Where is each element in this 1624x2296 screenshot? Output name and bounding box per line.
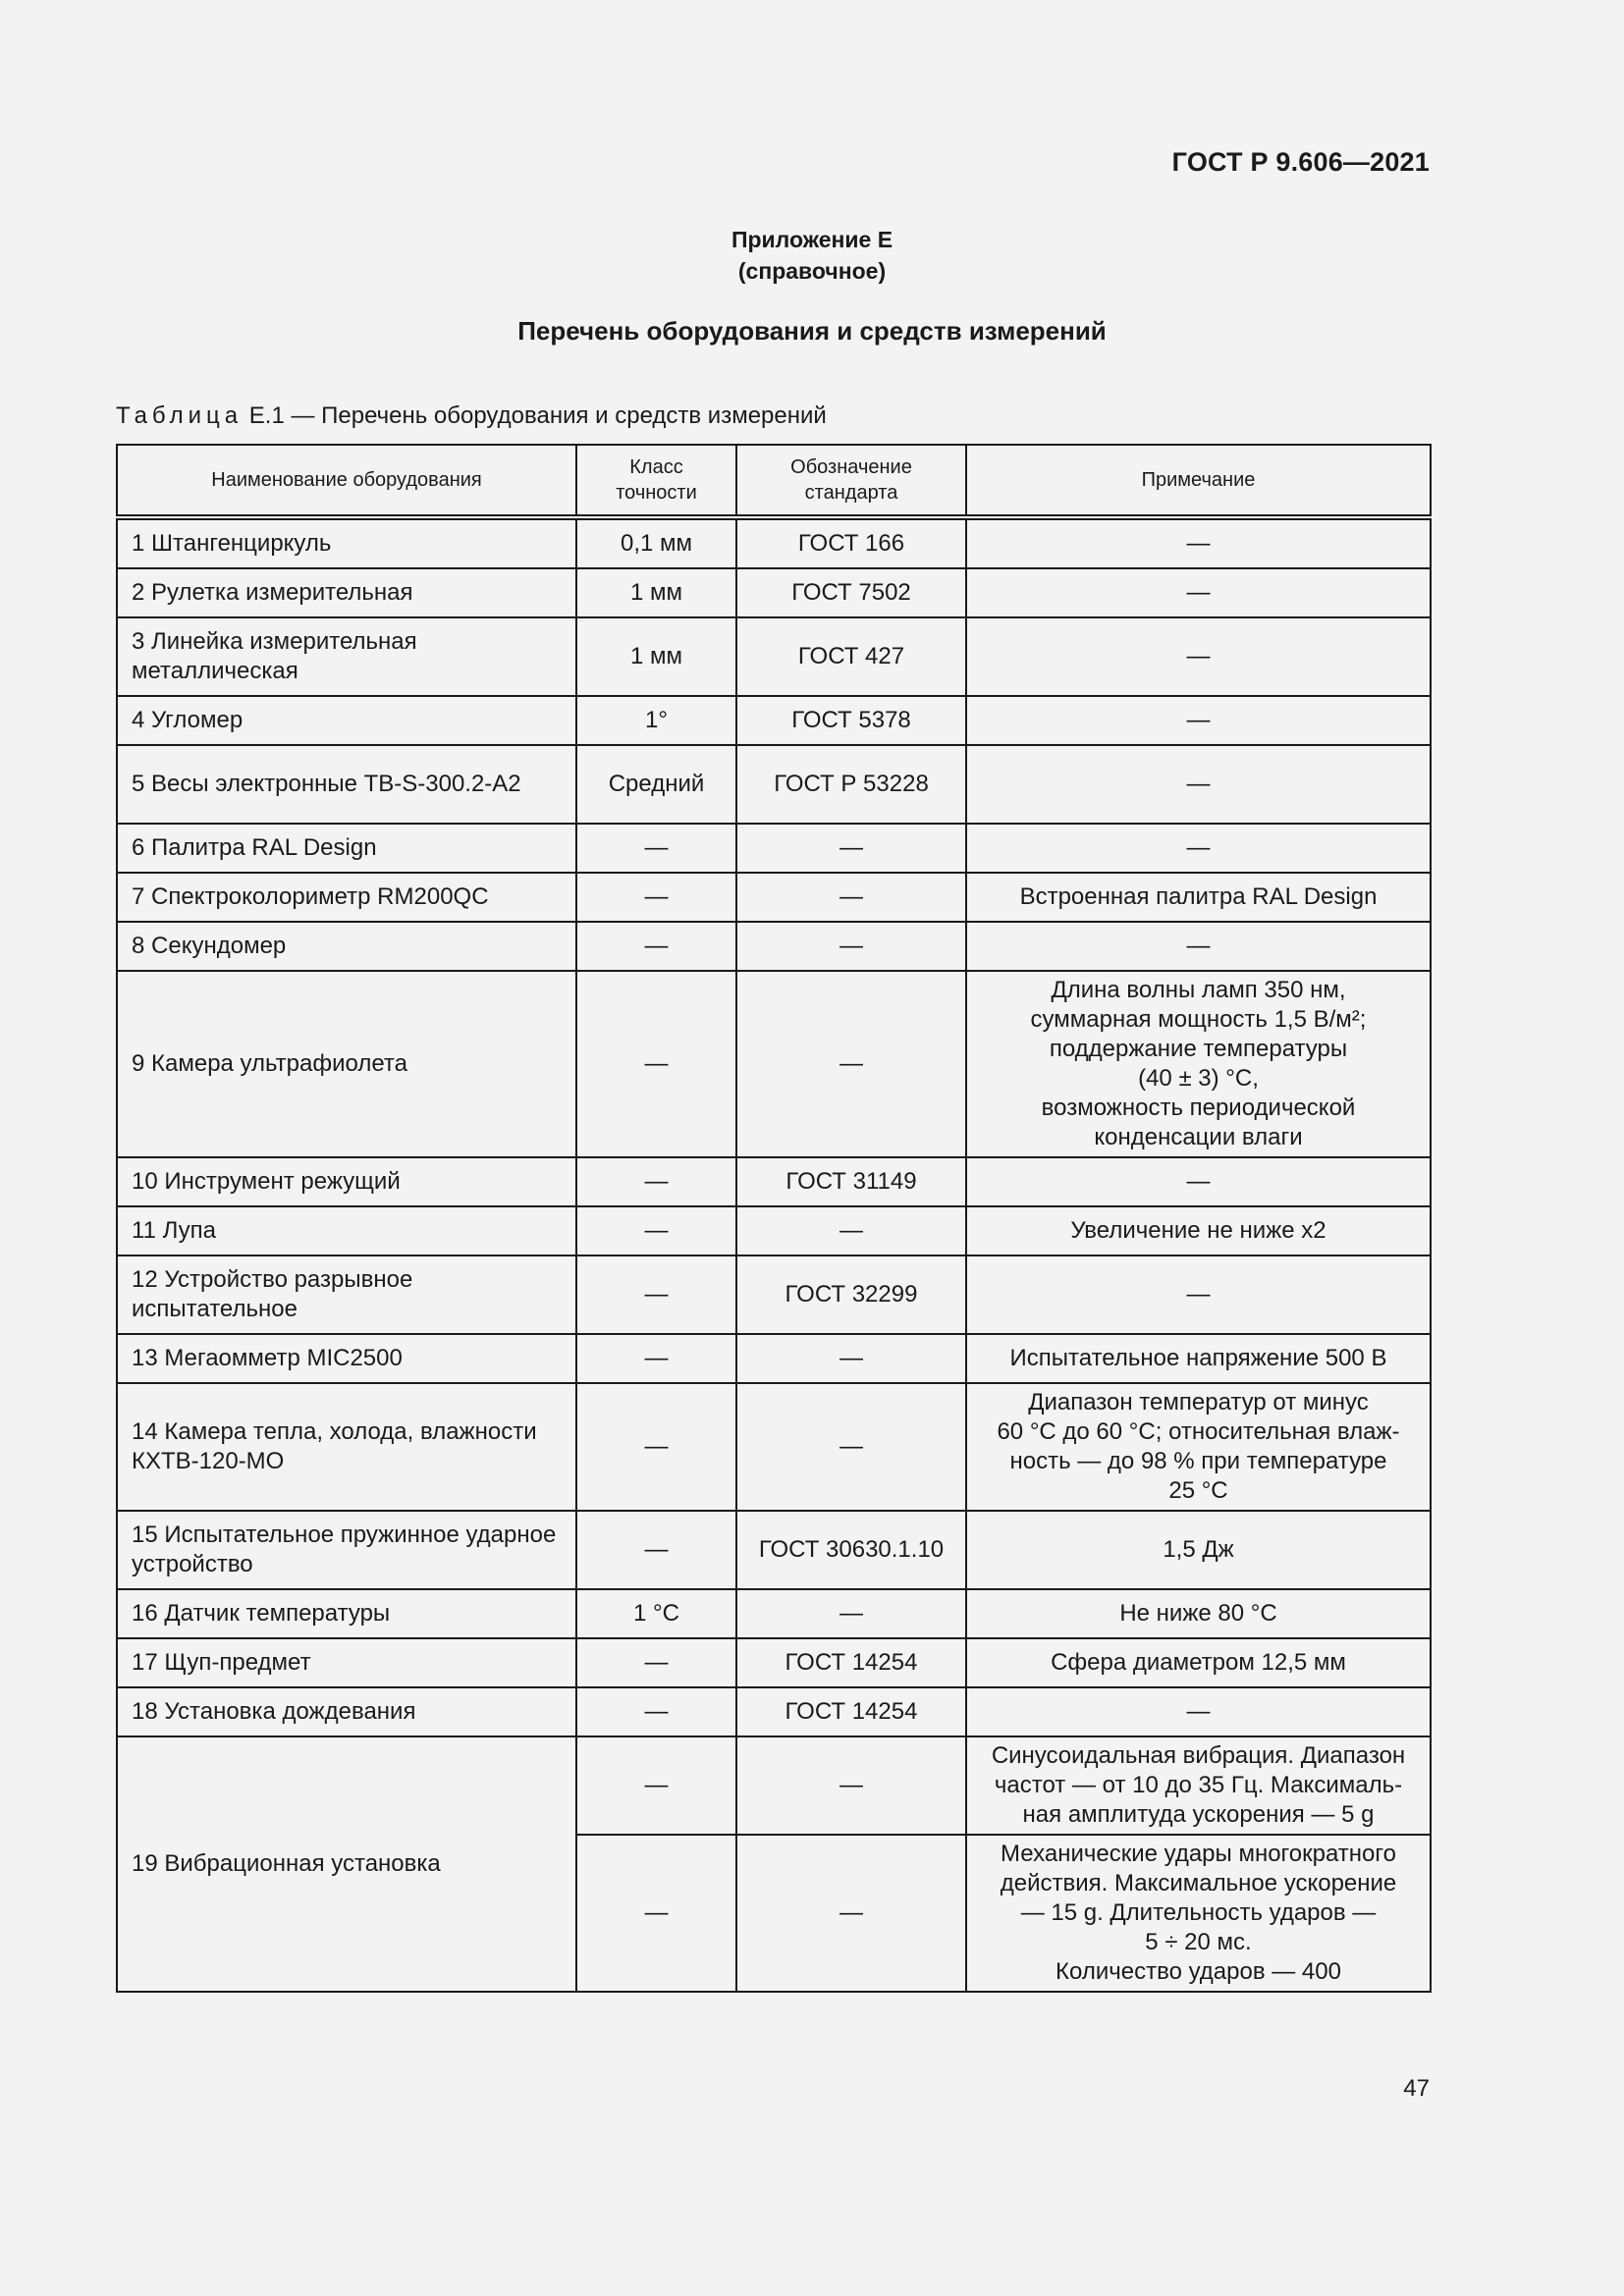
table-row [117,617,1431,696]
standard-cell: — [736,1736,966,1835]
page-number: 47 [1403,2075,1430,2102]
note-cell: Диапазон температур от минус 60 °С до 60 °С; относительная влаж- ность — до 98 % при температуре 25 °С [966,1383,1431,1511]
table-row [117,922,1431,971]
note-cell: — [966,824,1431,873]
appendix-subtitle: (справочное) [737,258,887,284]
table-body [117,517,1431,1992]
accuracy-cell: — [576,1383,736,1511]
note-cell: Длина волны ламп 350 нм, суммарная мощность 1,5 В/м²; поддержание температуры (40 ± 3) °С, возможность периодической конденсации влаги [966,971,1431,1157]
accuracy-cell: — [576,873,736,922]
accuracy-cell: — [576,1638,736,1687]
note-cell: — [966,617,1431,696]
note-cell: — [966,745,1431,824]
standard-cell: ГОСТ 427 [736,617,966,696]
accuracy-cell: — [576,1255,736,1334]
standard-cell: — [736,1206,966,1255]
accuracy-cell: — [576,1835,736,1992]
table-row [117,1736,1431,1835]
appendix-title-block [0,224,1624,287]
table-row [117,568,1431,617]
table-row [117,517,1431,568]
table-row [117,745,1431,824]
accuracy-cell: 1 мм [576,568,736,617]
equipment-name-cell: 12 Устройство разрывное испытательное [117,1255,576,1334]
accuracy-cell: — [576,824,736,873]
table-header-row [117,445,1431,517]
column-header-name: Наименование оборудования [117,445,576,517]
accuracy-cell: 1 °С [576,1589,736,1638]
equipment-name-cell: 19 Вибрационная установка [117,1736,576,1992]
standard-cell: — [736,922,966,971]
equipment-name-cell: 3 Линейка измерительная металлическая [117,617,576,696]
accuracy-cell: — [576,1157,736,1206]
accuracy-cell: Средний [576,745,736,824]
equipment-name-cell: 9 Камера ультрафиолета [117,971,576,1157]
accuracy-cell: 1 мм [576,617,736,696]
document-code: ГОСТ Р 9.606—2021 [1171,147,1430,177]
equipment-name-cell: 11 Лупа [117,1206,576,1255]
standard-cell: — [736,1835,966,1992]
equipment-name-cell: 1 Штангенциркуль [117,517,576,568]
equipment-name-cell: 7 Спектроколориметр RM200QC [117,873,576,922]
table-row [117,1206,1431,1255]
note-cell: Не ниже 80 °С [966,1589,1431,1638]
accuracy-cell: — [576,1736,736,1835]
table-row [117,971,1431,1157]
standard-cell: ГОСТ 5378 [736,696,966,745]
standard-cell: ГОСТ Р 53228 [736,745,966,824]
equipment-name-cell: 2 Рулетка измерительная [117,568,576,617]
standard-cell: ГОСТ 14254 [736,1638,966,1687]
table-row [117,1589,1431,1638]
table-row [117,696,1431,745]
standard-cell: ГОСТ 7502 [736,568,966,617]
standard-cell: — [736,1383,966,1511]
equipment-name-cell: 6 Палитра RAL Design [117,824,576,873]
table-row [117,824,1431,873]
equipment-name-cell: 13 Мегаомметр MIC2500 [117,1334,576,1383]
table-caption-label: Таблица [116,402,244,429]
accuracy-cell: 1° [576,696,736,745]
standard-cell: ГОСТ 166 [736,517,966,568]
accuracy-cell: — [576,1206,736,1255]
note-cell: — [966,696,1431,745]
equipment-name-cell: 4 Угломер [117,696,576,745]
note-cell: Механические удары многократного действия. Максимальное ускорение — 15 g. Длительность ударов — 5 ÷ 20 мс. Количество ударов — 400 [966,1835,1431,1992]
table-row [117,1157,1431,1206]
note-cell: Встроенная палитра RAL Design [966,873,1431,922]
note-cell: 1,5 Дж [966,1511,1431,1589]
column-header-accuracy: Класс точности [576,445,736,517]
standard-cell: — [736,1334,966,1383]
appendix-title: Приложение Е [731,227,893,252]
standard-cell: — [736,873,966,922]
table-row [117,1638,1431,1687]
accuracy-cell: — [576,971,736,1157]
accuracy-cell: 0,1 мм [576,517,736,568]
accuracy-cell: — [576,1687,736,1736]
equipment-name-cell: 5 Весы электронные ТВ-S-300.2-А2 [117,745,576,824]
table-row [117,1255,1431,1334]
standard-cell: ГОСТ 31149 [736,1157,966,1206]
section-heading: Перечень оборудования и средств измерений [517,316,1107,346]
note-cell: — [966,1157,1431,1206]
table-row [117,1334,1431,1383]
note-cell: — [966,1255,1431,1334]
equipment-name-cell: 18 Установка дождевания [117,1687,576,1736]
standard-cell: ГОСТ 30630.1.10 [736,1511,966,1589]
note-cell: Испытательное напряжение 500 В [966,1334,1431,1383]
note-cell: — [966,922,1431,971]
table-row [117,1511,1431,1589]
column-header-note: Примечание [966,445,1431,517]
standard-cell: — [736,971,966,1157]
table-row [117,1687,1431,1736]
equipment-name-cell: 16 Датчик температуры [117,1589,576,1638]
note-cell: — [966,1687,1431,1736]
standard-cell: — [736,824,966,873]
note-cell: — [966,517,1431,568]
standard-cell: ГОСТ 14254 [736,1687,966,1736]
equipment-name-cell: 14 Камера тепла, холода, влажности КХТВ-120-МО [117,1383,576,1511]
note-cell: Увеличение не ниже х2 [966,1206,1431,1255]
accuracy-cell: — [576,1334,736,1383]
note-cell: Сфера диаметром 12,5 мм [966,1638,1431,1687]
equipment-name-cell: 10 Инструмент режущий [117,1157,576,1206]
accuracy-cell: — [576,1511,736,1589]
note-cell: — [966,568,1431,617]
equipment-name-cell: 17 Щуп-предмет [117,1638,576,1687]
equipment-table [116,444,1432,1993]
table-row [117,873,1431,922]
note-cell: Синусоидальная вибрация. Диапазон частот — от 10 до 35 Гц. Максималь- ная амплитуда ускорения — 5 g [966,1736,1431,1835]
table-caption [116,402,827,430]
equipment-name-cell: 15 Испытательное пружинное ударное устройство [117,1511,576,1589]
accuracy-cell: — [576,922,736,971]
column-header-standard: Обозначение стандарта [736,445,966,517]
standard-cell: — [736,1589,966,1638]
table-caption-text: Е.1 — Перечень оборудования и средств измерений [248,402,827,429]
table-row [117,1383,1431,1511]
equipment-name-cell: 8 Секундомер [117,922,576,971]
standard-cell: ГОСТ 32299 [736,1255,966,1334]
